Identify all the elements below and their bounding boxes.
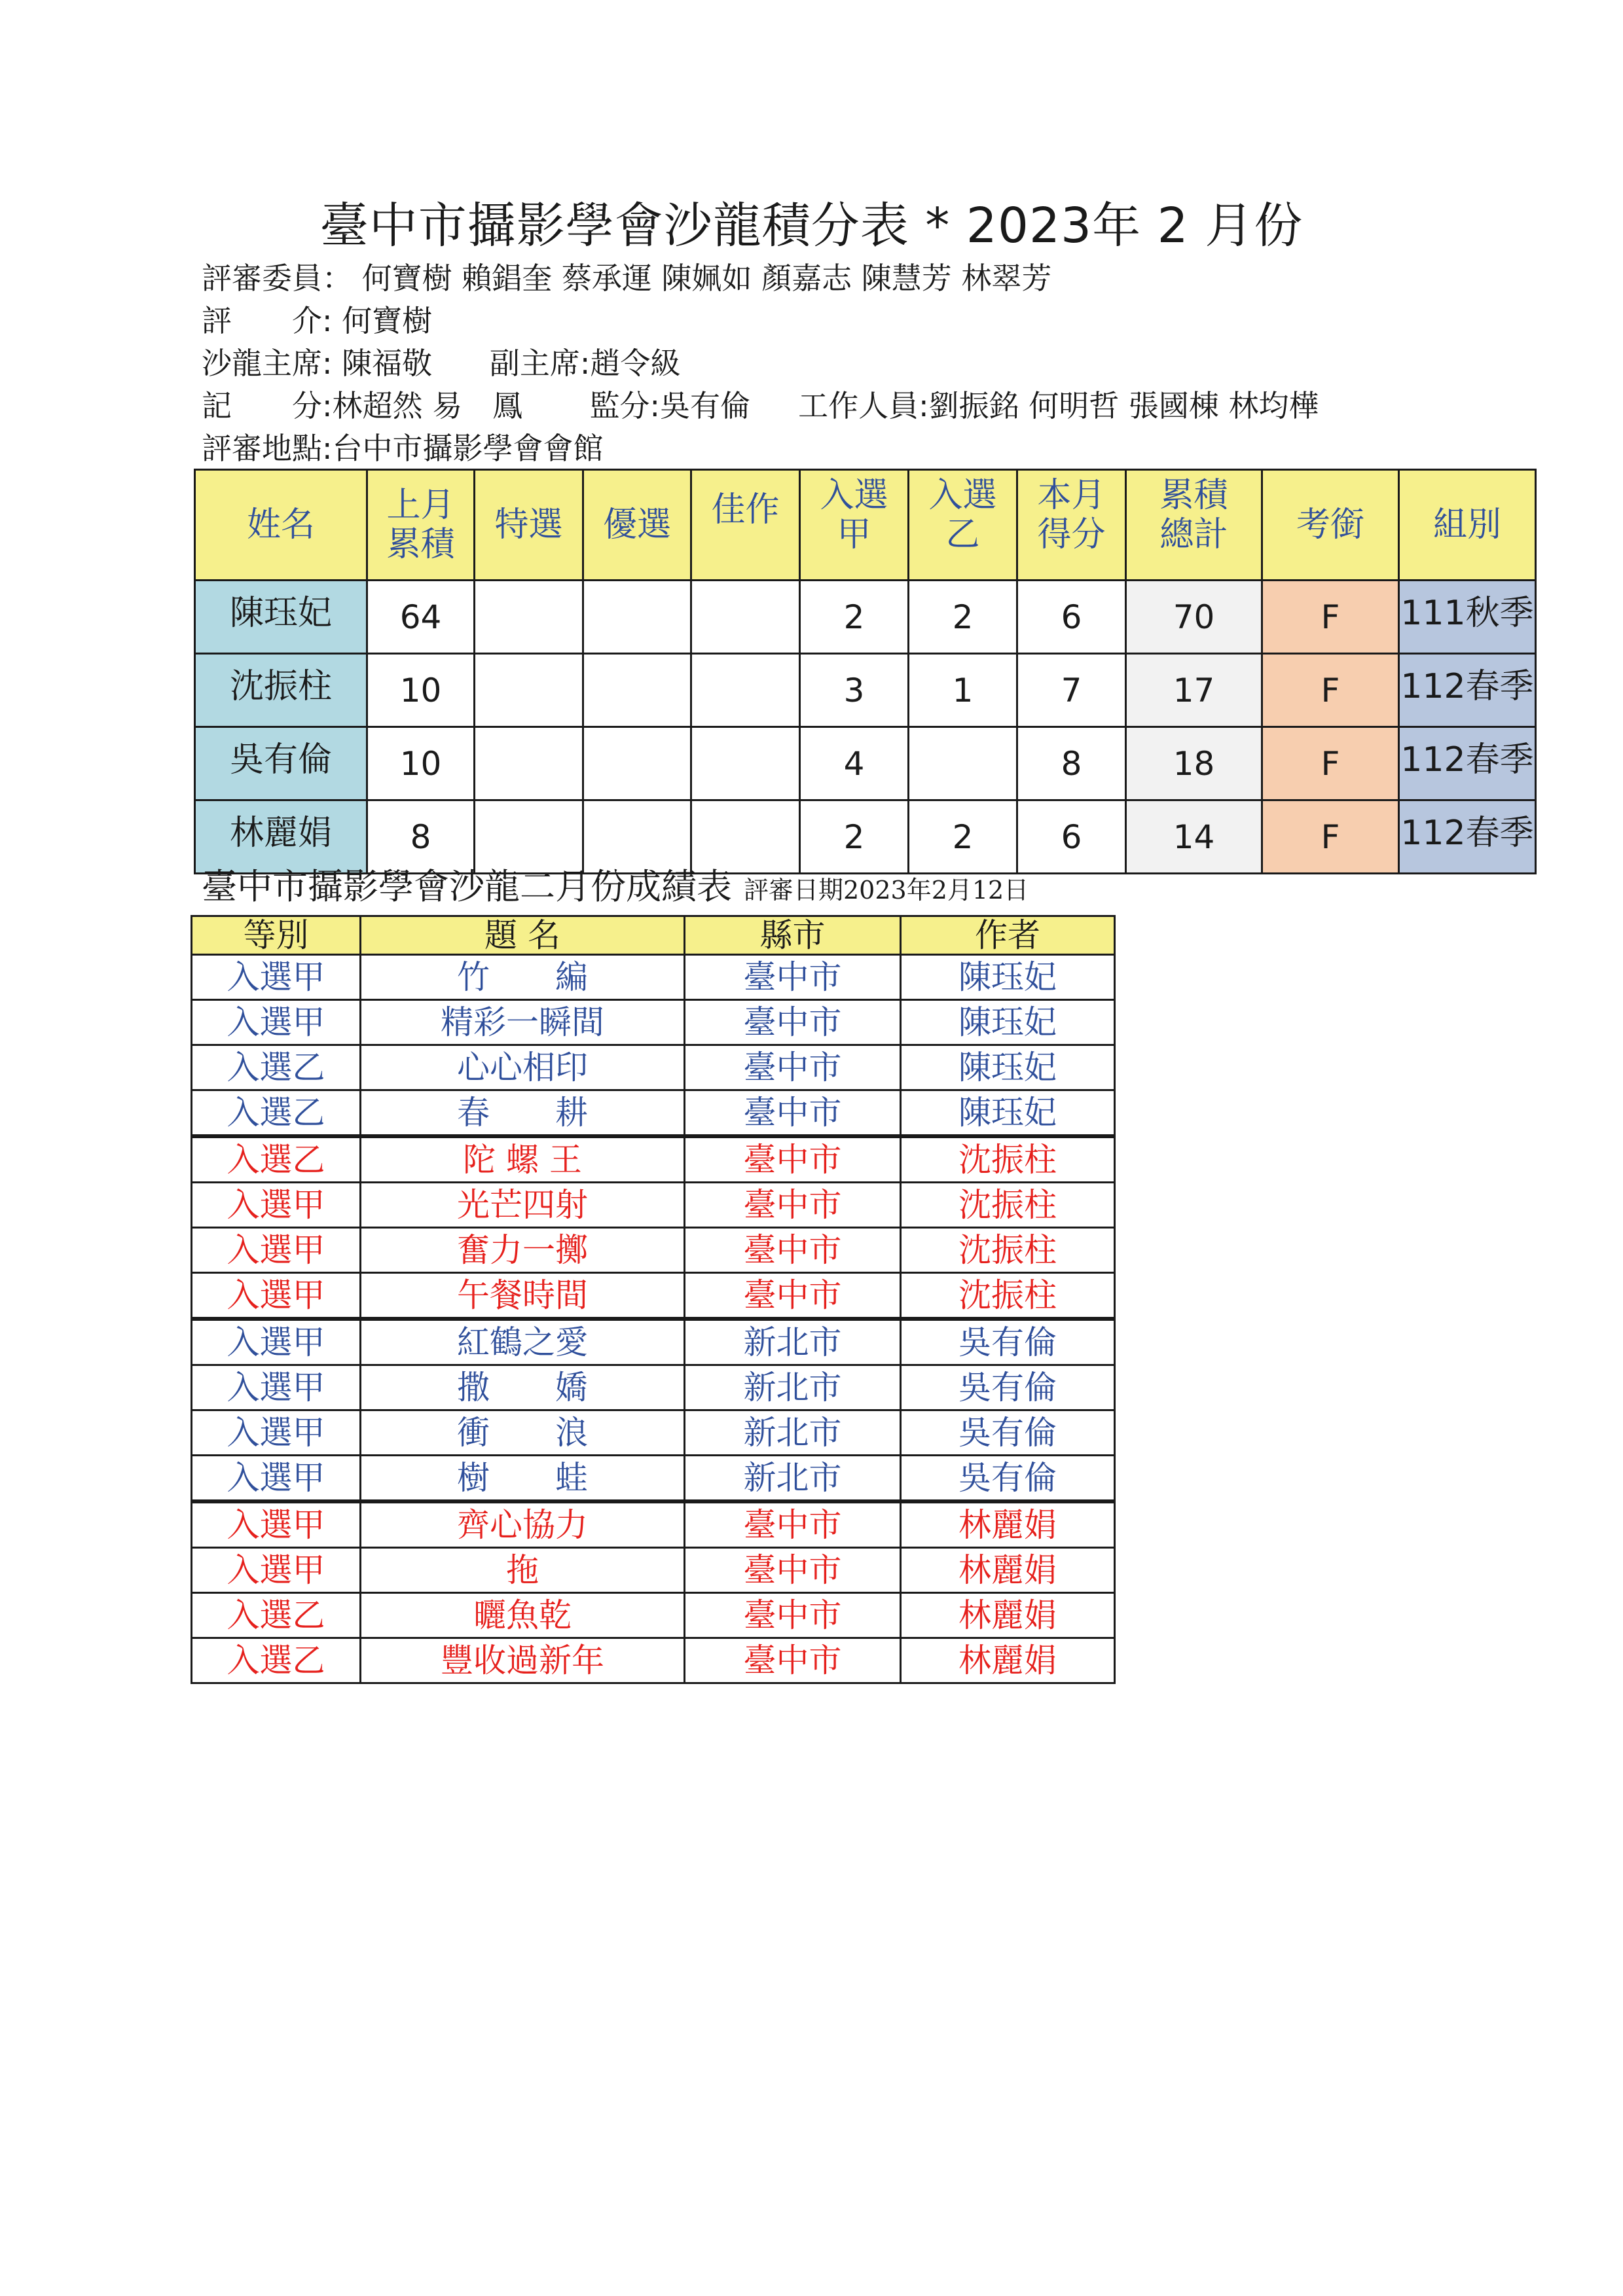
result-work: 精彩一瞬間 — [361, 1000, 685, 1045]
page-title: 臺中市攝影學會沙龍積分表 * 2023年 2 月份 — [319, 198, 1304, 254]
chair-value: 陳福敬 — [342, 346, 433, 381]
result-grade: 入選甲 — [192, 1319, 361, 1365]
scorer-value: 林超然 易 鳳 — [332, 388, 523, 423]
selection-a-count: 2 — [800, 800, 909, 874]
group: 112春季 — [1399, 654, 1536, 727]
rank: F — [1262, 654, 1399, 727]
vice-chair-label: 副主席: — [489, 346, 591, 381]
result-work: 心心相印 — [361, 1045, 685, 1090]
month-score: 6 — [1017, 800, 1126, 874]
group: 112春季 — [1399, 727, 1536, 800]
selection-a-count: 2 — [800, 581, 909, 654]
supervisor-label: 監分: — [589, 388, 660, 423]
judging-date: 評審日期2023年2月12日 — [744, 876, 1029, 905]
commentary-value: 何寶樹 — [342, 303, 433, 338]
supervisor-value: 吳有倫 — [659, 388, 750, 423]
header-rank: 考銜 — [1262, 470, 1399, 581]
vice-chair-value: 趙令級 — [590, 346, 681, 381]
result-grade: 入選乙 — [192, 1136, 361, 1183]
result-grade: 入選甲 — [192, 1456, 361, 1502]
total-score: 14 — [1126, 800, 1262, 874]
score-row — [195, 581, 1536, 654]
result-row — [192, 1228, 1115, 1273]
scorer-label: 記 分: — [202, 388, 333, 423]
result-work: 樹 蛙 — [361, 1456, 685, 1502]
result-work: 撒 嬌 — [361, 1365, 685, 1410]
total-score: 70 — [1126, 581, 1262, 654]
result-author: 吳有倫 — [901, 1365, 1115, 1410]
header-excellent: 優選 — [583, 470, 691, 581]
result-work: 春 耕 — [361, 1090, 685, 1137]
judges-value: 何寶樹 賴錩奎 蔡承運 陳姵如 顏嘉志 陳慧芳 林翠芳 — [361, 260, 1052, 296]
staff-label: 工作人員: — [798, 388, 929, 423]
result-author: 林麗娟 — [901, 1501, 1115, 1548]
result-author: 陳珏妃 — [901, 955, 1115, 1000]
member-name: 吳有倫 — [195, 727, 367, 800]
result-row — [192, 1045, 1115, 1090]
result-row — [192, 1090, 1115, 1137]
rank: F — [1262, 727, 1399, 800]
result-work: 齊心協力 — [361, 1501, 685, 1548]
result-author: 沈振柱 — [901, 1273, 1115, 1319]
result-work: 豐收過新年 — [361, 1638, 685, 1683]
special-count — [475, 581, 583, 654]
member-name: 陳珏妃 — [195, 581, 367, 654]
good-count — [691, 581, 800, 654]
result-author: 陳珏妃 — [901, 1090, 1115, 1137]
result-row — [192, 955, 1115, 1000]
result-row — [192, 1365, 1115, 1410]
result-grade: 入選甲 — [192, 1548, 361, 1593]
excellent-count — [583, 581, 691, 654]
score-row — [195, 727, 1536, 800]
header-last-month: 上月 累積 — [367, 470, 475, 581]
result-author: 吳有倫 — [901, 1410, 1115, 1456]
group: 111秋季 — [1399, 581, 1536, 654]
selection-b-count: 1 — [909, 654, 1017, 727]
chair-line — [202, 344, 680, 383]
commentary-label: 評 介: — [202, 303, 333, 338]
result-city: 臺中市 — [685, 1000, 901, 1045]
excellent-count — [583, 800, 691, 874]
member-name: 林麗娟 — [195, 800, 367, 874]
result-row — [192, 1501, 1115, 1548]
result-grade: 入選乙 — [192, 1638, 361, 1683]
result-work: 光芒四射 — [361, 1183, 685, 1228]
judges-label: 評審委員： — [202, 260, 352, 296]
result-grade: 入選甲 — [192, 1183, 361, 1228]
result-grade: 入選乙 — [192, 1045, 361, 1090]
result-city: 臺中市 — [685, 1090, 901, 1137]
result-author: 林麗娟 — [901, 1548, 1115, 1593]
header-total: 累積 總計 — [1126, 470, 1262, 581]
result-work: 紅鶴之愛 — [361, 1319, 685, 1365]
result-grade: 入選甲 — [192, 1501, 361, 1548]
header-good: 佳作 — [691, 470, 800, 581]
score-row — [195, 800, 1536, 874]
result-city: 臺中市 — [685, 1183, 901, 1228]
scorer-line — [202, 386, 1319, 425]
special-count — [475, 654, 583, 727]
month-score: 8 — [1017, 727, 1126, 800]
special-count — [475, 727, 583, 800]
result-grade: 入選甲 — [192, 955, 361, 1000]
last-month-score: 8 — [367, 800, 475, 874]
staff-value: 劉振銘 何明哲 張國棟 林均樺 — [928, 388, 1319, 423]
result-grade: 入選甲 — [192, 1365, 361, 1410]
result-city: 臺中市 — [685, 1593, 901, 1638]
result-city: 臺中市 — [685, 1501, 901, 1548]
results-table — [191, 915, 1116, 1684]
commentary-line — [202, 301, 432, 340]
result-row — [192, 1000, 1115, 1045]
group: 112春季 — [1399, 800, 1536, 874]
result-row — [192, 1410, 1115, 1456]
result-city: 新北市 — [685, 1319, 901, 1365]
result-work: 午餐時間 — [361, 1273, 685, 1319]
month-score: 7 — [1017, 654, 1126, 727]
header-author: 作者 — [901, 916, 1115, 955]
result-city: 臺中市 — [685, 1045, 901, 1090]
result-row — [192, 1593, 1115, 1638]
member-name: 沈振柱 — [195, 654, 367, 727]
result-row — [192, 1548, 1115, 1593]
result-work: 奮力一擲 — [361, 1228, 685, 1273]
excellent-count — [583, 727, 691, 800]
selection-b-count: 2 — [909, 800, 1017, 874]
results-heading — [202, 864, 1029, 913]
result-city: 臺中市 — [685, 1228, 901, 1273]
excellent-count — [583, 654, 691, 727]
result-city: 臺中市 — [685, 1136, 901, 1183]
result-work: 衝 浪 — [361, 1410, 685, 1456]
result-row — [192, 1183, 1115, 1228]
result-grade: 入選乙 — [192, 1593, 361, 1638]
result-row — [192, 1136, 1115, 1183]
total-score: 18 — [1126, 727, 1262, 800]
last-month-score: 64 — [367, 581, 475, 654]
last-month-score: 10 — [367, 727, 475, 800]
result-author: 沈振柱 — [901, 1228, 1115, 1273]
venue-line — [202, 429, 604, 468]
good-count — [691, 727, 800, 800]
results-header-row — [192, 916, 1115, 955]
venue-label: 評審地點: — [202, 431, 333, 466]
result-author: 陳珏妃 — [901, 1000, 1115, 1045]
judges-line — [202, 259, 1051, 298]
result-city: 臺中市 — [685, 1548, 901, 1593]
result-row — [192, 1638, 1115, 1683]
header-selection-a: 入選 甲 — [800, 470, 909, 581]
selection-b-count — [909, 727, 1017, 800]
header-special: 特選 — [475, 470, 583, 581]
result-author: 吳有倫 — [901, 1319, 1115, 1365]
result-author: 沈振柱 — [901, 1136, 1115, 1183]
results-title: 臺中市攝影學會沙龍二月份成績表 — [202, 866, 732, 907]
result-row — [192, 1273, 1115, 1319]
selection-a-count: 4 — [800, 727, 909, 800]
rank: F — [1262, 581, 1399, 654]
result-row — [192, 1456, 1115, 1502]
header-selection-b: 入選 乙 — [909, 470, 1017, 581]
result-city: 臺中市 — [685, 955, 901, 1000]
result-grade: 入選甲 — [192, 1273, 361, 1319]
header-work: 題 名 — [361, 916, 685, 955]
selection-a-count: 3 — [800, 654, 909, 727]
result-city: 臺中市 — [685, 1638, 901, 1683]
result-work: 曬魚乾 — [361, 1593, 685, 1638]
result-grade: 入選甲 — [192, 1228, 361, 1273]
result-city: 新北市 — [685, 1365, 901, 1410]
result-author: 陳珏妃 — [901, 1045, 1115, 1090]
selection-b-count: 2 — [909, 581, 1017, 654]
result-grade: 入選甲 — [192, 1410, 361, 1456]
result-city: 新北市 — [685, 1456, 901, 1502]
chair-label: 沙龍主席: — [202, 346, 333, 381]
result-author: 吳有倫 — [901, 1456, 1115, 1502]
result-work: 陀 螺 王 — [361, 1136, 685, 1183]
month-score: 6 — [1017, 581, 1126, 654]
header-group: 組別 — [1399, 470, 1536, 581]
special-count — [475, 800, 583, 874]
venue-value: 台中市攝影學會會館 — [332, 431, 604, 466]
total-score: 17 — [1126, 654, 1262, 727]
result-city: 臺中市 — [685, 1273, 901, 1319]
result-work: 竹 編 — [361, 955, 685, 1000]
result-author: 林麗娟 — [901, 1593, 1115, 1638]
score-table — [194, 469, 1537, 874]
result-author: 林麗娟 — [901, 1638, 1115, 1683]
last-month-score: 10 — [367, 654, 475, 727]
result-grade: 入選甲 — [192, 1000, 361, 1045]
rank: F — [1262, 800, 1399, 874]
header-city: 縣市 — [685, 916, 901, 955]
good-count — [691, 800, 800, 874]
result-grade: 入選乙 — [192, 1090, 361, 1137]
header-grade: 等別 — [192, 916, 361, 955]
result-row — [192, 1319, 1115, 1365]
score-header-row — [195, 470, 1536, 581]
header-name: 姓名 — [195, 470, 367, 581]
result-author: 沈振柱 — [901, 1183, 1115, 1228]
header-month-score: 本月 得分 — [1017, 470, 1126, 581]
result-work: 拖 — [361, 1548, 685, 1593]
result-city: 新北市 — [685, 1410, 901, 1456]
good-count — [691, 654, 800, 727]
score-row — [195, 654, 1536, 727]
